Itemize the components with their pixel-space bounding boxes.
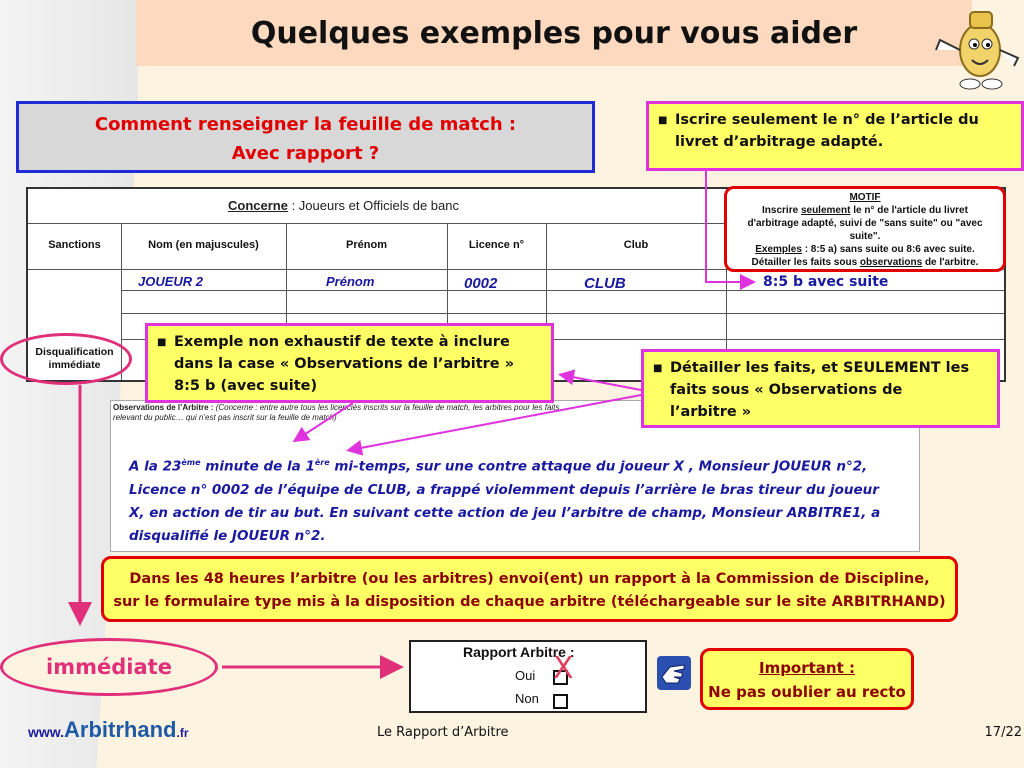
motif-line2: d'arbitrage adapté, suivi de "sans suite" ou "avec	[747, 218, 983, 229]
info-line2: sur le formulaire type mis à la disposition de chaque arbitre (téléchargeable sur le site ARBITRHAND)	[113, 594, 946, 610]
page-number: 17/22	[984, 725, 1022, 740]
callout-article	[646, 101, 1024, 171]
header-sanctions: Sanctions	[48, 239, 101, 251]
motif-line5: Détailler les faits sous observations de l'arbitre.	[751, 257, 979, 268]
row-nom: JOUEUR 2	[138, 274, 204, 289]
mascot-whistle-icon	[930, 0, 1024, 98]
sanction-highlight-oval	[0, 333, 132, 385]
arbitrhand-logo[interactable]: www.Arbitrhand.fr	[28, 717, 189, 742]
motif-line4: Exemples : 8:5 a) sans suite ou 8:6 avec suite.	[755, 244, 975, 255]
header-licence: Licence n°	[468, 239, 525, 251]
motif-title: MOTIF	[849, 192, 881, 203]
header-nom: Nom (en majuscules)	[148, 239, 259, 251]
footer-title: Le Rapport d’Arbitre	[377, 725, 509, 740]
header-prenom: Prénom	[346, 239, 387, 251]
callout-article-line2: livret d’arbitrage adapté.	[675, 134, 884, 150]
header-club: Club	[623, 239, 649, 251]
observations-header: Observations de l’Arbitre : (Concerne : entre autre tous les licenciés inscrits sur la feuille de match, les arbitres pour les faits relevant du public… qui n’est pas inscrit sur la feuille de match)	[113, 403, 560, 422]
callout-details-line1: Détailler les faits, et SEULEMENT les	[670, 360, 970, 376]
callout-example-line1: Exemple non exhaustif de texte à inclure	[174, 334, 510, 350]
sanction-type: Disqualification immédiate	[35, 346, 114, 371]
bullet-icon: ■	[658, 115, 668, 126]
concerne-label: Concerne : Joueurs et Officiels de banc	[228, 198, 459, 213]
callout-example	[145, 323, 554, 403]
bullet-icon: ■	[157, 337, 167, 348]
callout-article-line1: Iscrire seulement le n° de l’article du	[675, 112, 979, 128]
rapport-non-checkbox[interactable]	[553, 694, 568, 709]
bullet-icon: ■	[653, 363, 663, 374]
important-text: Ne pas oublier au recto	[708, 683, 906, 701]
callout-example-line2: dans la case « Observations de l’arbitre »	[174, 356, 515, 372]
motif-line3: suite".	[849, 231, 881, 242]
row-motif: 8:5 b avec suite	[763, 274, 889, 290]
callout-example-line3: 8:5 b (avec suite)	[174, 378, 318, 394]
callout-details	[641, 349, 1000, 428]
immediate-label: immédiate	[0, 638, 218, 696]
row-club: CLUB	[584, 275, 626, 292]
rapport-title: Rapport Arbitre :	[463, 644, 575, 660]
important-box	[700, 648, 914, 710]
question-box	[16, 101, 595, 173]
pointing-hand-icon	[656, 655, 692, 691]
rapport-oui-mark: X	[553, 651, 574, 686]
info-line1: Dans les 48 heures l’arbitre (ou les arbitres) envoi(ent) un rapport à la Commission de Discipline,	[129, 571, 930, 587]
question-line1: Comment renseigner la feuille de match :	[94, 114, 517, 135]
rapport-arbitre-box	[409, 640, 647, 713]
callout-details-line3: l’arbitre »	[670, 404, 752, 420]
rapport-oui-label: Oui	[515, 668, 536, 683]
motif-line1: Inscrire seulement le n° de l'article du livret	[762, 205, 968, 216]
observations-text: A la 23ème minute de la 1ère mi-temps, sur une contre attaque du joueur X , Monsieur JOUEUR n°2, Licence n° 0002 de l’équipe de CLUB, a frappé violemment depuis l’arrière le bras tireur du joueur X, en action de tir au but. En suivant cette action de jeu l’arbitre de champ, Monsieur ARBITRE1, a disqualifié le JOUEUR n°2.	[129, 458, 881, 544]
page-title: Quelques exemples pour vous aider	[136, 0, 972, 66]
row-licence: 0002	[464, 275, 498, 292]
info-box	[101, 556, 958, 622]
row-prenom: Prénom	[326, 274, 375, 289]
question-line2: Avec rapport ?	[231, 143, 380, 164]
rapport-non-label: Non	[515, 691, 539, 706]
motif-box	[724, 186, 1006, 272]
important-title: Important :	[758, 659, 855, 677]
callout-details-line2: faits sous « Observations de	[670, 382, 903, 398]
